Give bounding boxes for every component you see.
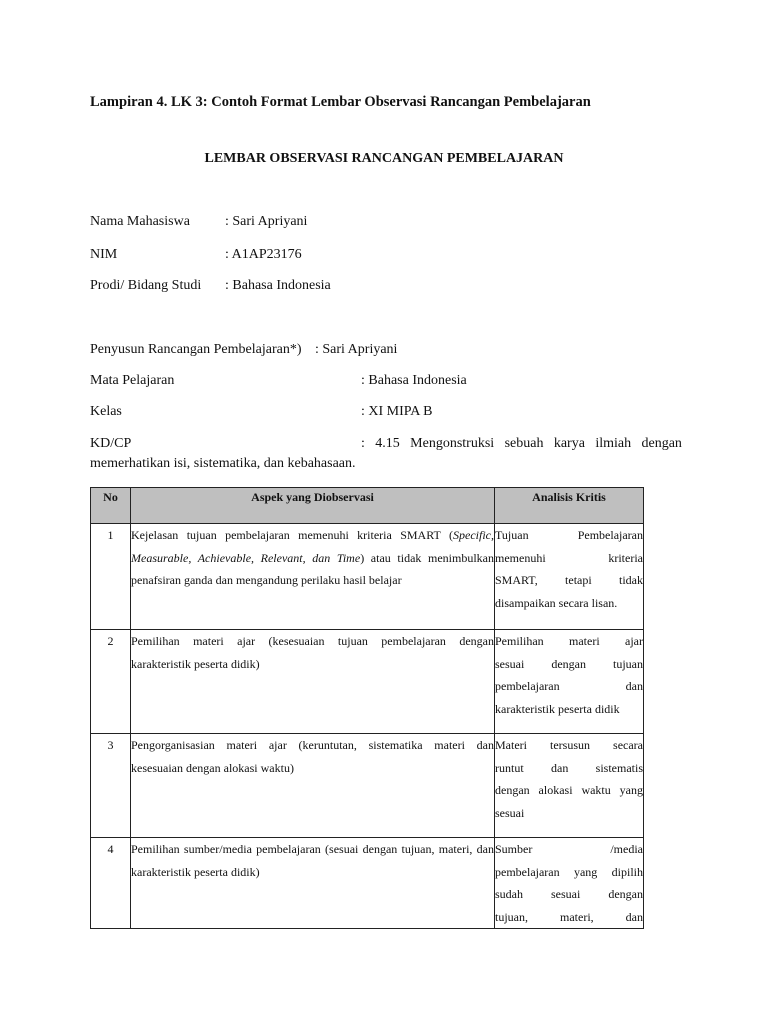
- table-row: [91, 524, 644, 630]
- kd-label: KD/CP: [90, 436, 132, 451]
- nim-value: : A1AP23176: [225, 247, 302, 262]
- aspek-text: Kejelasan tujuan pembelajaran memenuhi kriteria SMART (: [131, 528, 454, 542]
- kd-word: :: [361, 436, 365, 451]
- header-analisis: Analisis Kritis: [495, 488, 644, 524]
- kd-word: Mengonstruksi: [410, 436, 495, 451]
- aspek-italic: Specific,: [453, 528, 494, 542]
- kd-word: dengan: [641, 436, 682, 451]
- document-title: LEMBAR OBSERVASI RANCANGAN PEMBELAJARAN: [204, 151, 564, 166]
- observation-table: [90, 487, 644, 929]
- analisis-line: SMART, tetapi tidak: [495, 573, 643, 587]
- table-row: [91, 630, 644, 734]
- row-number: 3: [91, 734, 131, 838]
- mapel-label: Mata Pelajaran: [90, 373, 175, 388]
- row-number: 4: [91, 838, 131, 929]
- aspek-italic: Measurable, Achievable, Relevant, dan Time: [131, 550, 361, 565]
- analisis-line: tujuan, materi, dan: [495, 909, 643, 924]
- analisis-line: Materi tersusun secara: [495, 738, 643, 752]
- analisis-line: sudah sesuai dengan: [495, 887, 643, 901]
- nama-value: : Sari Apriyani: [225, 214, 308, 229]
- nama-label: Nama Mahasiswa: [90, 214, 190, 229]
- prodi-value: : Bahasa Indonesia: [225, 278, 331, 293]
- mapel-value: : Bahasa Indonesia: [361, 373, 467, 388]
- analisis-cell: [495, 524, 644, 630]
- row-number: 1: [91, 524, 131, 630]
- nim-label: NIM: [90, 247, 118, 262]
- analisis-line: karakteristik peserta didik: [495, 701, 620, 716]
- analisis-line: memenuhi kriteria: [495, 550, 643, 565]
- penyusun-value: : Sari Apriyani: [315, 342, 398, 357]
- analisis-line: disampaikan secara lisan.: [495, 595, 618, 610]
- kd-word: 4.15: [375, 436, 400, 451]
- header-aspek: Aspek yang Diobservasi: [131, 488, 495, 524]
- analisis-line: sesuai: [495, 805, 525, 820]
- analisis-line: sesuai dengan tujuan: [495, 656, 643, 671]
- kd-word: sebuah: [504, 436, 544, 451]
- table-header-row: [91, 488, 644, 524]
- aspek-cell: Pemilihan materi ajar (kesesuaian tujuan pembelajaran dengan karakteristik peserta didik): [131, 630, 495, 734]
- analisis-cell: [495, 838, 644, 929]
- table-row: [91, 734, 644, 838]
- analisis-line: Sumber /media: [495, 842, 643, 856]
- analisis-line: dengan alokasi waktu yang: [495, 783, 643, 797]
- kd-value-line1: [361, 436, 682, 452]
- prodi-label: Prodi/ Bidang Studi: [90, 278, 202, 293]
- kelas-label: Kelas: [90, 404, 122, 419]
- analisis-cell: [495, 734, 644, 838]
- kelas-value: : XI MIPA B: [361, 404, 433, 419]
- appendix-heading: Lampiran 4. LK 3: Contoh Format Lembar Observasi Rancangan Pembelajaran: [90, 94, 591, 110]
- kd-word: ilmiah: [595, 436, 632, 451]
- analisis-line: runtut dan sistematis: [495, 760, 643, 775]
- table-row: [91, 838, 644, 929]
- aspek-cell: [131, 524, 495, 630]
- analisis-line: Tujuan Pembelajaran: [495, 528, 643, 542]
- aspek-text: ) atau tidak menimbulkan penafsiran ganda dan mengandung perilaku hasil belajar: [131, 550, 494, 587]
- kd-value-line2: memerhatikan isi, sistematika, dan kebahasaan.: [90, 456, 356, 471]
- header-no: No: [91, 488, 131, 524]
- analisis-line: Pemilihan materi ajar: [495, 634, 643, 648]
- analisis-cell: [495, 630, 644, 734]
- row-number: 2: [91, 630, 131, 734]
- aspek-cell: Pengorganisasian materi ajar (keruntutan, sistematika materi dan kesesuaian dengan alokasi waktu): [131, 734, 495, 838]
- kd-word: karya: [553, 436, 585, 451]
- penyusun-label: Penyusun Rancangan Pembelajaran*): [90, 342, 302, 357]
- analisis-line: pembelajaran dan: [495, 679, 643, 693]
- analisis-line: pembelajaran yang dipilih: [495, 864, 643, 879]
- aspek-cell: Pemilihan sumber/media pembelajaran (sesuai dengan tujuan, materi, dan karakteristik peserta didik): [131, 838, 495, 929]
